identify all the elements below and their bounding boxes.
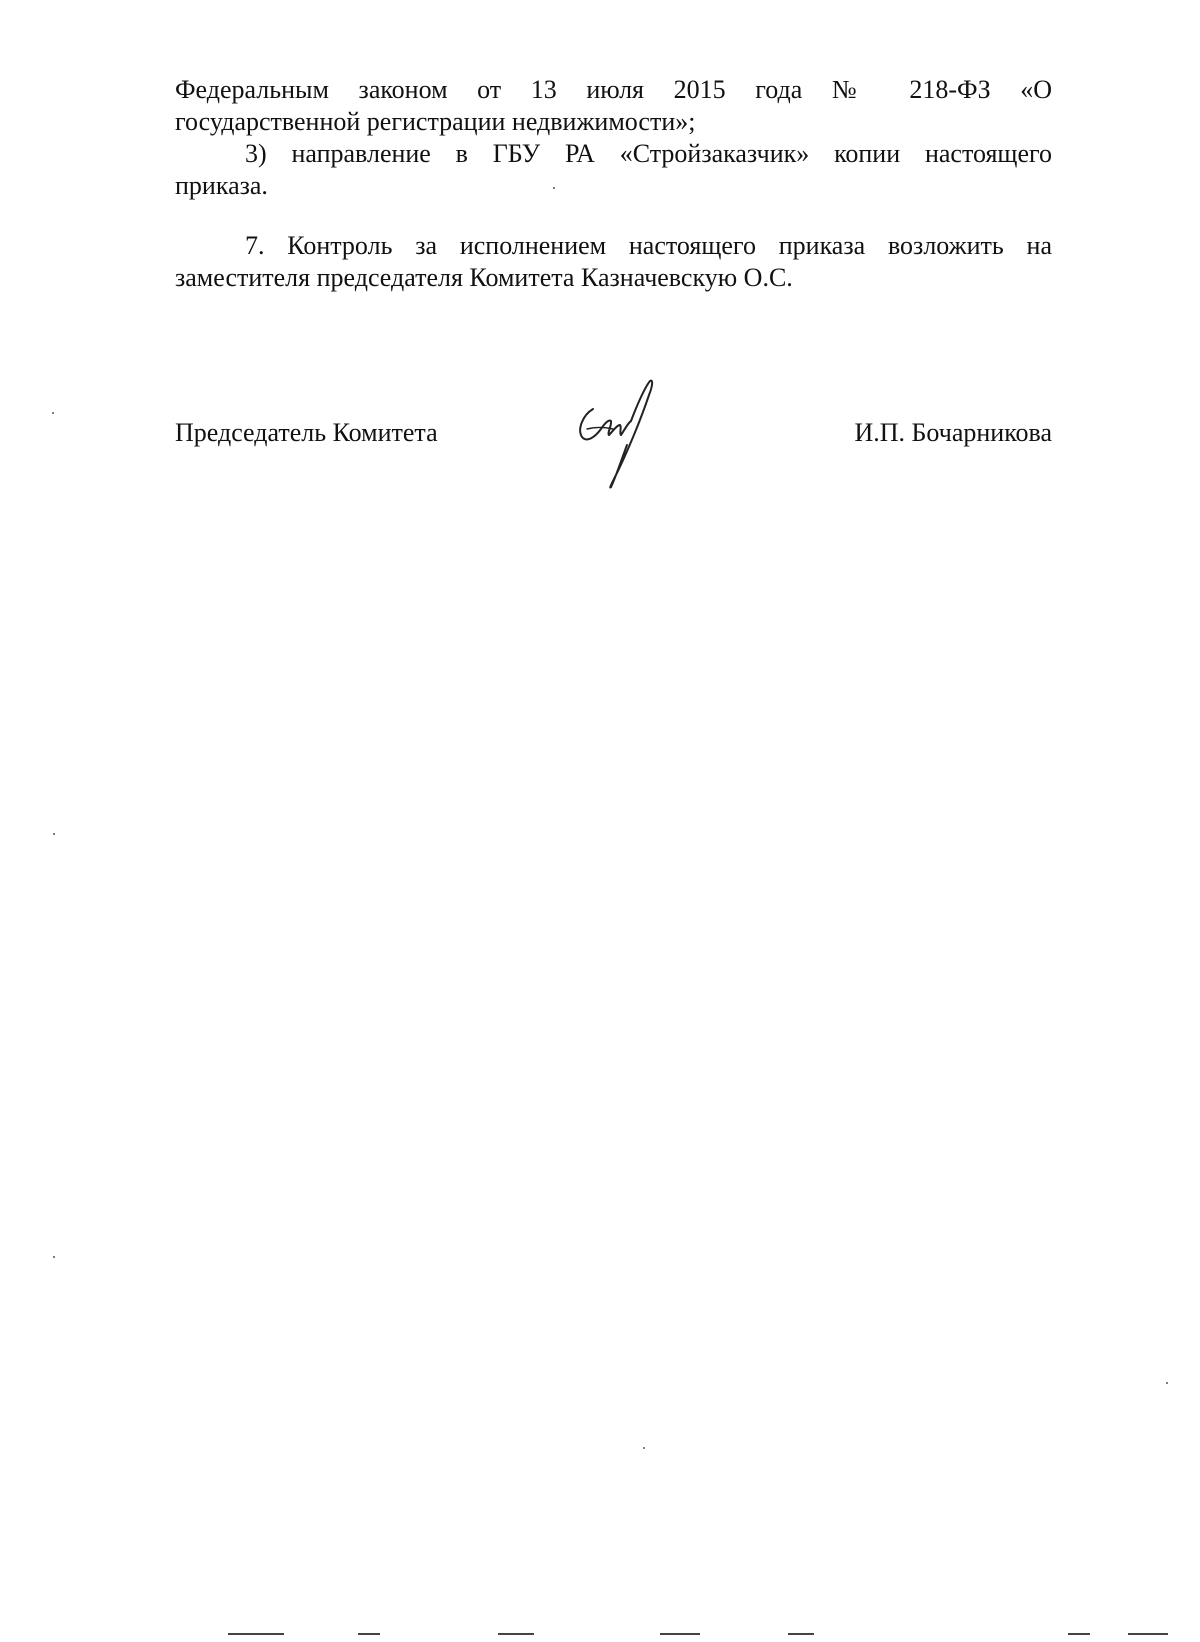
scan-edge-mark [1068,1633,1090,1635]
scan-speck [53,1256,55,1258]
paragraph-line: 3) направление в ГБУ РА «Стройзаказчик» копии настоящего [245,139,1052,168]
paragraph-line: государственной регистрации недвижимости»; [175,107,696,136]
signatory-name: И.П. Бочарникова [854,418,1052,447]
scan-speck [1166,1382,1168,1384]
signatory-position: Председатель Комитета [175,418,438,447]
paragraph-line: заместителя председателя Комитета Казначевскую О.С. [175,263,793,292]
handwritten-signature [565,375,680,495]
scan-speck [52,412,54,414]
paragraph-item-3 [175,138,1052,202]
paragraph-item-7 [175,230,1052,294]
paragraph-line: Федеральным законом от 13 июля 2015 года № 218-ФЗ «О [175,75,1052,104]
scan-edge-mark [1128,1633,1168,1635]
scan-edge-mark [498,1633,534,1635]
scan-speck [553,187,555,189]
scan-edge-mark [788,1633,814,1635]
scan-speck [53,833,55,835]
scan-edge-mark [358,1633,380,1635]
paragraph-line: приказа. [175,171,268,200]
paragraph-line: 7. Контроль за исполнением настоящего приказа возложить на [245,231,1052,260]
scan-edge-mark [660,1633,700,1635]
paragraph-law-reference [175,74,1052,138]
scan-speck [643,1447,645,1449]
scan-edge-mark [228,1633,284,1635]
